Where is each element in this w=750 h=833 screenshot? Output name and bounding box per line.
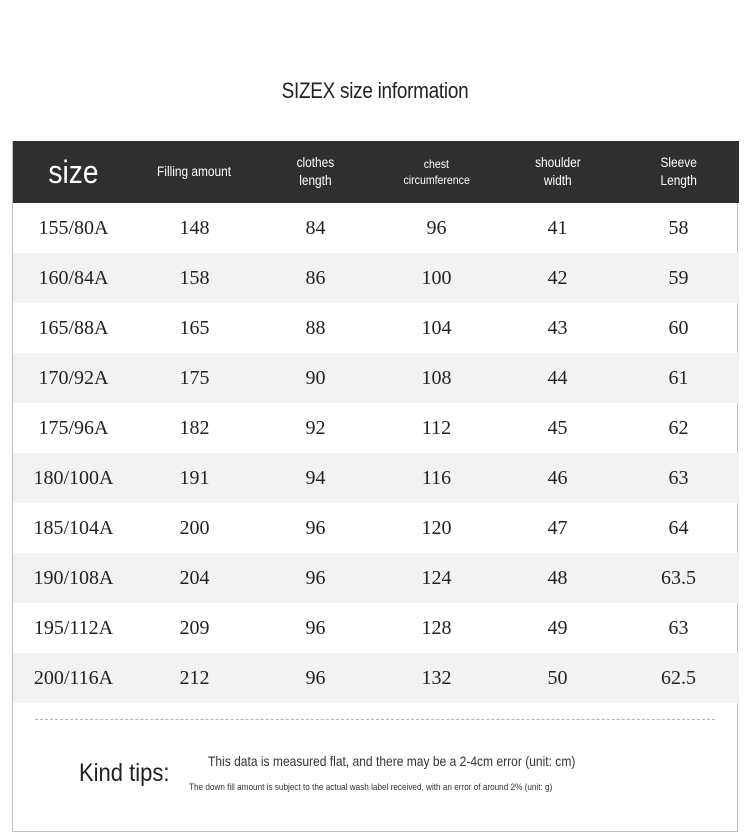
cell-chest-circumference: 96 [426,216,447,239]
cell-size: 175/96A [38,416,109,439]
cell-clothes-length: 94 [305,466,326,489]
cell-chest-circumference: 116 [421,466,452,489]
header-label: Filling amount [157,164,232,179]
cell-size: 200/116A [33,666,114,689]
cell-filling-amount: 182 [179,416,210,439]
cell-sleeve-length: 63.5 [661,566,696,589]
cell-clothes-length: 96 [305,666,326,689]
table-row [13,453,739,503]
table-row [13,503,739,553]
header-label: circumference [403,173,470,187]
cell-shoulder-width: 41 [547,216,568,239]
size-table [12,141,738,832]
cell-shoulder-width: 43 [547,316,568,339]
cell-chest-circumference: 104 [421,316,452,339]
cell-filling-amount: 209 [179,616,210,639]
header-sleeve-length [618,141,739,203]
cell-filling-amount: 212 [179,666,210,689]
cell-shoulder-width: 50 [547,666,568,689]
cell-shoulder-width: 45 [547,416,568,439]
table-row [13,603,739,653]
cell-chest-circumference: 124 [421,566,452,589]
cell-sleeve-length: 63 [668,616,689,639]
cell-size: 185/104A [33,516,114,539]
table-row [13,403,739,453]
cell-clothes-length: 86 [305,266,326,289]
header-chest-circumference [376,141,497,203]
kind-tips-label: Kind tips: [79,759,170,787]
cell-clothes-length: 96 [305,516,326,539]
cell-sleeve-length: 64 [668,516,689,539]
header-size [13,141,134,203]
cell-clothes-length: 84 [305,216,326,239]
cell-sleeve-length: 60 [668,316,689,339]
cell-clothes-length: 96 [305,616,326,639]
header-label: Sleeve [660,155,697,170]
header-label: clothes [296,155,335,170]
cell-clothes-length: 88 [305,316,326,339]
table-row [13,653,739,703]
cell-chest-circumference: 120 [421,516,452,539]
cell-size: 170/92A [38,366,109,389]
cell-shoulder-width: 42 [547,266,568,289]
cell-sleeve-length: 62 [668,416,689,439]
page-title: SIZEX size information [281,78,469,103]
header-label: width [543,173,572,188]
cell-sleeve-length: 58 [668,216,689,239]
cell-size: 155/80A [38,216,109,239]
header-label: chest [423,157,450,171]
cell-shoulder-width: 49 [547,616,568,639]
cell-filling-amount: 204 [179,566,210,589]
table-row [13,353,739,403]
table-row [13,303,739,353]
cell-chest-circumference: 128 [421,616,452,639]
tip-line-fill-amount: The down fill amount is subject to the actual wash label received, with an error of around 2% (unit: g) [189,782,553,793]
cell-shoulder-width: 48 [547,566,568,589]
tip-line-measurement: This data is measured flat, and there may be a 2-4cm error (unit: cm) [208,753,576,769]
table-row [13,203,739,253]
table-header [13,141,739,203]
dashed-divider [35,719,715,720]
cell-size: 195/112A [33,616,114,639]
cell-clothes-length: 90 [305,366,326,389]
table-body [13,203,739,703]
header-shoulder-width [497,141,618,203]
cell-shoulder-width: 44 [547,366,568,389]
cell-clothes-length: 96 [305,566,326,589]
cell-filling-amount: 158 [179,266,210,289]
cell-sleeve-length: 63 [668,466,689,489]
cell-chest-circumference: 132 [421,666,452,689]
cell-filling-amount: 200 [179,516,210,539]
cell-filling-amount: 165 [179,316,210,339]
cell-chest-circumference: 100 [421,266,452,289]
cell-clothes-length: 92 [305,416,326,439]
header-label: shoulder [534,155,581,170]
cell-sleeve-length: 61 [668,366,689,389]
cell-sleeve-length: 59 [668,266,689,289]
cell-size: 180/100A [33,466,114,489]
cell-filling-amount: 191 [179,466,210,489]
cell-size: 190/108A [33,566,114,589]
header-label: size [48,154,99,190]
cell-filling-amount: 148 [179,216,210,239]
header-label: Length [660,173,697,188]
header-filling-amount [134,141,255,203]
header-clothes-length [255,141,376,203]
cell-size: 160/84A [38,266,109,289]
cell-shoulder-width: 47 [547,516,568,539]
table-row [13,253,739,303]
table-row [13,553,739,603]
cell-sleeve-length: 62.5 [661,666,696,689]
cell-size: 165/88A [38,316,109,339]
cell-chest-circumference: 112 [421,416,452,439]
header-label: length [299,173,332,188]
cell-filling-amount: 175 [179,366,210,389]
cell-shoulder-width: 46 [547,466,568,489]
cell-chest-circumference: 108 [421,366,452,389]
